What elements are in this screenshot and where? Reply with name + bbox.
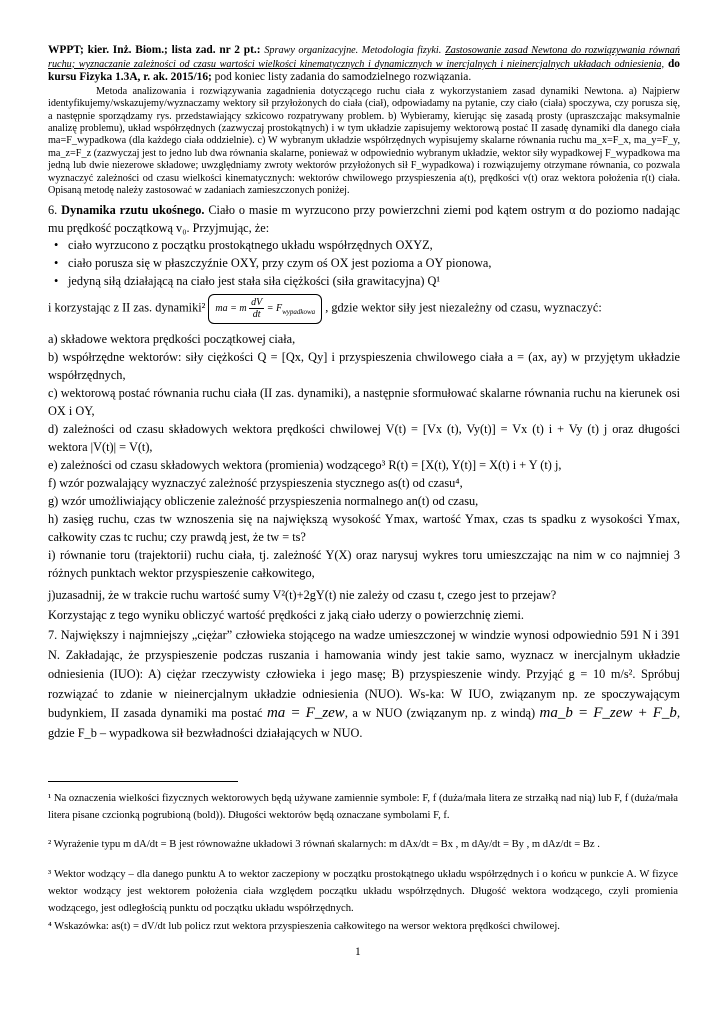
law-eq-sub: wypadkowa (282, 308, 316, 317)
course-name: do kursu Fizyka 1.3A, r. ak. 2015/16; (48, 57, 680, 84)
header-note: pod koniec listy zadania do samodzielnego rozwiązania. (214, 71, 472, 84)
problem6-item: j)uzasadnij, że w trakcie ruchu wartość sumy V²(t)+2gY(t) nie zależy od czasu t, czego jest to przejaw? (48, 588, 557, 603)
law-eq-rhs: = F (266, 303, 283, 315)
method-paragraph (48, 86, 680, 198)
law-suffix: , gdzie wektor siły jest niezależny od czasu, wyznaczyć: (325, 300, 602, 315)
problem7 (48, 626, 680, 743)
problem6-number: 6. (48, 203, 58, 218)
problem6-law-line (48, 294, 680, 324)
bullet-item: • ciało porusza się w płaszczyźnie OXY, przy czym oś OX jest pozioma a OY pionowa, (54, 255, 680, 273)
problem6-item: i) równanie toru (trajektorii) ruchu ciała, tj. zależność Y(X) oraz narysuj wykres toru umieszczając na nim w co najmniej 3 różnych punktach wektor przyspieszenie całkowitego, (48, 548, 680, 581)
problem6-item: e) zależności od czasu składowych wektora (promienia) wodzącego³ R(t) = [X(t), Y(t)] = X(t) i + Y (t) j, (48, 458, 562, 473)
course-tag: WPPT; kier. Inż. Biom.; lista zad. nr 2 pt.: (48, 44, 261, 56)
problem6-item: h) zasięg ruchu, czas tw wznoszenia się na największą wysokość Ymax, wartość Ymax, czas ts spadku z wysokości Ymax, całkowity czas tc ruchu; czy prawdą jest, że tw = ts? (48, 512, 680, 545)
problem6-intro (48, 201, 680, 237)
header-topic: Zastosowanie zasad Newtona do rozwiązywania równań ruchu; wyznaczanie zależności od czasu wartości wielkości kinematycznych i dynamicznych w inercjalnych i nieinercjalnych układach odniesienia, (48, 45, 680, 70)
problem6-item: c) wektorową postać równania ruchu ciała (II zas. dynamiki), a następnie sformułować skalarne równania ruchu na kierunek osi OX i OY, (48, 386, 680, 419)
footnote-3: ³ Wektor wodzący – dla danego punktu A to wektor zaczepiony w początku prostokątnego układu współrzędnych i o końcu w punkcie A. W fizyce wektor wodzący jest wektorem położenia ciała względem początku układu współrzędnych. Długość wektora wodzącego, czyli promienia wodzącego, jest odległością punktu od początku układu współrzędnych. (48, 869, 678, 914)
problem6-bullets (48, 237, 680, 290)
law-eq-den: dt (252, 309, 261, 321)
law-eq-lhs: ma = m (215, 303, 247, 315)
header-subtitle: Sprawy organizacyjne. Metodologia fizyki. (264, 45, 442, 56)
problem7-text1: Największy i najmniejszy „ciężar” człowieka stojącego na wadze umieszczonej w windzie wynosi odpowiednio 591 N i 391 N. Zakładając, że przyspieszenie podczas ruszania i hamowania windy jest takie samo, wyznacz w inercjalnym układzie odniesienia (IUO): A) ciężar rzeczywisty człowieka i jego masę; B) przyspieszenie windy. Przyjąć g = 10 m/s². Spróbuj rozwiązać to zdanie w nieinercjalnym układzie odniesienia (NUO). Ws-ka: W IUO, związanym np. ze spoczywającym budynkiem, II zasada dynamiki ma postać (48, 628, 680, 721)
bullet-item: • ciało wyrzucono z początku prostokątnego układu współrzędnych OXYZ, (54, 237, 680, 255)
problem6-item: f) wzór pozwalający wyznaczyć zależność przyspieszenia stycznego as(t) od czasu⁴, (48, 476, 463, 491)
header-block (48, 44, 680, 85)
problem7-text2: , a w NUO (związanym np. z windą) (344, 706, 536, 721)
page-number: 1 (355, 946, 361, 958)
document-page (48, 44, 680, 743)
problem6-item: d) zależności od czasu składowych wektora prędkości chwilowej V(t) = [Vx (t), Vy(t)] = Vx (t) i + Vy (t) j oraz długości wektora |V(t)| = V(t), (48, 422, 680, 455)
problem6-closing: Korzystając z tego wyniku obliczyć wartość prędkości z jaką ciało uderzy o powierzchnię ziemi. (48, 608, 524, 623)
footnote-divider (48, 781, 238, 782)
law-eq-fraction (249, 297, 264, 320)
problem6-title: Dynamika rzutu ukośnego. (61, 203, 205, 218)
problem7-text3: , gdzie F_b – wypadkowa sił bezwładności działających w NUO. (48, 706, 681, 740)
problem6-intro-text: Ciało o masie m wyrzucono przy powierzchni ziemi pod kątem ostrym α do poziomo nadając mu prędkość początkową v₀. Przyjmując, że: (48, 203, 681, 236)
problem6-items (48, 330, 680, 624)
problem7-eq2: ma_b = F_zew + F_b (539, 705, 677, 722)
problem6-item: b) współrzędne wektorów: siły ciężkości Q = [Qx, Qy] i przyspieszenia chwilowego ciała a = (ax, ay) w przyjętym układzie współrzędnych, (48, 350, 680, 383)
law-eq-num: dV (251, 297, 263, 309)
footnote-1: ¹ Na oznaczenia wielkości fizycznych wektorowych będą używane zamiennie symbole: F, f (duża/mała litera ze strzałką nad nią) lub F, f (duża/mała litera pisane czcionką pogrubioną (bold)). Długości wektorów będą oznaczane symbolami F, f. (48, 793, 678, 821)
newton-law-equation (208, 294, 322, 324)
problem7-number: 7. (48, 628, 58, 643)
method-text: Metoda analizowania i rozwiązywania zagadnienia dotyczącego ruchu ciała z wykorzystaniem zasad dynamiki Newtona. a) Najpierw identyfikujemy/wskazujemy/wyznaczamy wektory sił przyłożonych do ciała (ciał), odpowiadamy na pytanie, czy ciało (ciała) spoczywa, czy porusza się, a następnie sporządzamy rys. przedstawiający szkicowo rozpatrywany problem. b) Wybieramy, kierując się zasadą prosty (upraszczając maksymalnie analizę problemu), układ współrzędnych (zazwyczaj prostokątnych) i w tym układzie zapisujemy wektorową postać II zasadę dynamiki dla danego ciała ma=F_wypadkowa (dla każdego ciała oddzielnie). c) W wybranym układzie współrzędnych wypisujemy skalarne równania ruchu ma_x=F_x, ma_y=F_y, ma_z=F_z (zazwyczaj jest to jedno lub dwa równania skalarne, ponieważ w odpowiednio wybranym układzie, wektor siły wypadkowej F_wypadkowa ma jedną lub dwie niezerowe składowe; uwzględniamy zwroty wektorów przyłożonych sił F_wypadkowa) i rozwiązujemy otrzymane równania, co pozwala wyznaczyć zależności od czasu wielkości kinematycznych: wektorów chwilowego przyspieszenia a(t), prędkości v(t) oraz wektora położenia r(t) ciała. Opisaną metodę należy zastosować w zadaniach zamieszczonych poniżej. (48, 85, 680, 197)
law-prefix: i korzystając z II zas. dynamiki² (48, 300, 206, 315)
problem7-eq1: ma = F_zew (266, 705, 345, 722)
problem6-item: a) składowe wektora prędkości początkowej ciała, (48, 332, 296, 347)
footnote-4: ⁴ Wskazówka: as(t) = dV/dt lub policz rzut wektora przyspieszenia całkowitego na wersor wektora prędkości chwilowej. (48, 921, 560, 932)
problem6-item: g) wzór umożliwiający obliczenie zależność przyspieszenia normalnego an(t) od czasu, (48, 494, 479, 509)
footnote-2: ² Wyrażenie typu m dA/dt = B jest równoważne układowi 3 równań skalarnych: m dAx/dt = Bx , m dAy/dt = By , m dAz/dt = Bz . (48, 839, 600, 850)
bullet-item: • jedyną siłą działającą na ciało jest stała siła ciężkości (siła grawitacyjna) Q¹ (54, 273, 680, 291)
